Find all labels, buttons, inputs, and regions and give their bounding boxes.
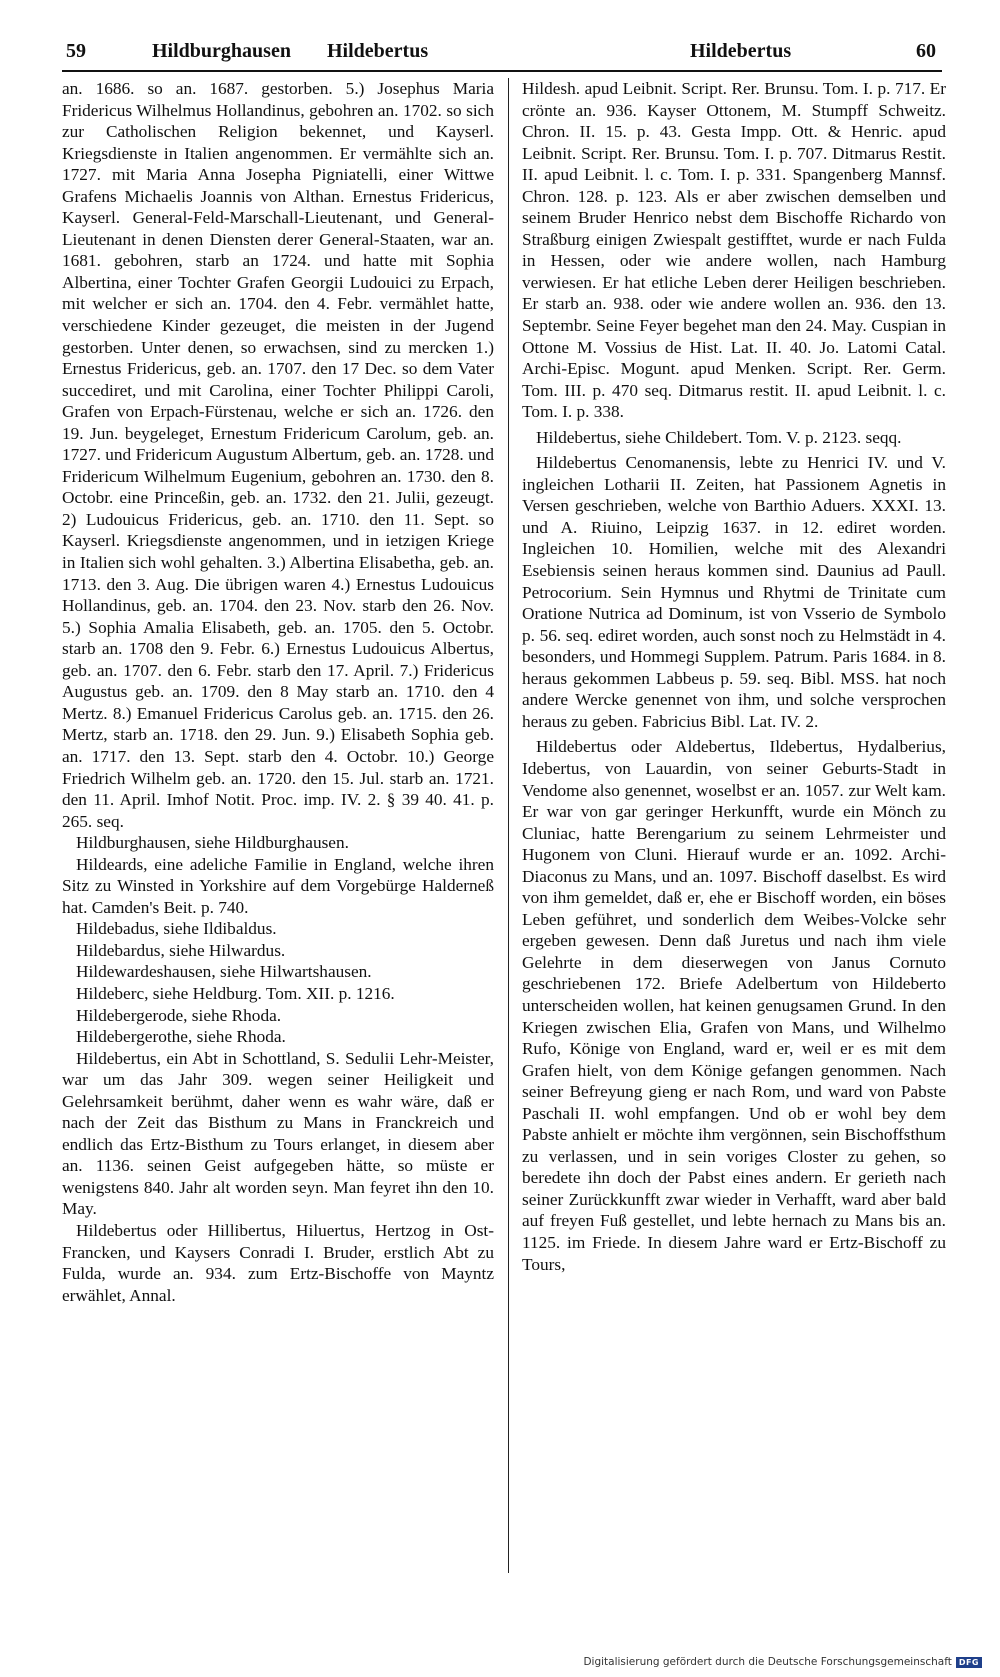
- page-header: [62, 34, 942, 72]
- left-running-head-1: Hildburghausen: [152, 40, 291, 62]
- text-paragraph: Hildesh. apud Leibnit. Script. Rer. Brunsu. Tom. I. p. 717. Er crönte an. 936. Kayser Ottonem, M. Stumpff Schweitz. Chron. II. 15. p. 43. Gesta Impp. Ott. & Henric. apud Leibnit. Script. Rer. Brunsu. Tom. I. p. 707. Ditmarus Restit. II. apud Leibnit. l. c. Tom. I. p. 331. Spangenberg Mannsf. Chron. 128. p. 123. Als er aber zwischen demselben und seinem Bruder Henrico nebst dem Bischoffe Richardo von Straßburg einigen Zwiespalt gestifftet, wurde er nach Fulda in Hessen, oder wie andere wollen, nach Hamburg verwiesen. Er hat etliche Leben derer Heiligen beschrieben. Er starb an. 938. oder wie andere wollen an. 936. den 13. Septembr. Seine Feyer begehet man den 24. May. Cuspian in Ottone M. Vossius de Hist. Lat. II. 40. Jo. Latomi Catal. Archi-Episc. Mogunt. apud Menken. Script. Rer. Germ. Tom. III. p. 470 seq. Ditmarus restit. II. apud Leibnit. l. c. Tom. I. p. 338.: [522, 79, 946, 422]
- digitization-footer: [583, 1656, 982, 1668]
- dictionary-entry: Hildebergerothe, siehe Rhoda.: [76, 1027, 286, 1047]
- right-running-head: Hildebertus: [690, 40, 792, 62]
- left-column: [62, 78, 494, 1573]
- text-paragraph: an. 1686. so an. 1687. gestorben. 5.) Josephus Maria Fridericus Wilhelmus Hollandinus, gebohren an. 1702. so sich zur Catholischen Religion bekennet, und Kayserl. Kriegsdienste in Italien angenommen. Er vermählte sich an. 1727. mit Maria Anna Josepha Pigniatelli, einer Wittwe Grafens Michaelis Joannis von Althan. Ernestus Fridericus, Kayserl. General-Feld-Marschall-Lieutenant, und General-Lieutenant in denen Diensten derer General-Staaten, war an. 1681. gebohren, starb an 1724. und hatte mit Sophia Albertina, einer Tochter Grafen Georgii Ludouici zu Erpach, mit welcher er sich an. 1704. den 4. Febr. vermählet hatte, verschiedene Kinder gezeuget, die meisten in der Jugend gestorben. Unter denen, so erwachsen, sind zu mercken 1.) Ernestus Fridericus, geb. an. 1707. den 17 Dec. so dem Vater succediret, und mit Carolina, einer Tochter Philippi Caroli, Grafen von Erpach-Fürstenau, welche er sich an. 1726. den 19. Jun. beygeleget, Ernestum Fridericum Carolum, geb. an. 1727. und Fridericum Augustum Albertum, geb. an. 1728. und Fridericum Wilhelmum Eugenium, gebohren an. 1730. den 8. Octobr. eine Princeßin, geb. an. 1732. den 21. Julii, gezeugt. 2) Ludouicus Fridericus, geb. an. 1710. den 11. Sept. so Kayserl. Kriegsdienste angenommen, und in ietzigen Kriege in Italien sich wohl gehalten. 3.) Albertina Elisabetha, geb. an. 1713. den 3. Aug. Die übrigen waren 4.) Ernestus Ludouicus Hollandinus, geb. an. 1704. den 23. Nov. starb den 26. Nov. 5.) Sophia Amalia Elisabeth, geb. an. 1705. den 5. Octobr. starb an. 1708 den 9. Febr. 6.) Ernestus Ludouicus Albertus, geb. an. 1707. den 6. Febr. starb den 17. April. 7.) Fridericus Augustus geb. an. 1709. den 8 May starb an. 1710. den 4 Mertz. 8.) Emanuel Fridericus Carolus geb. an. 1715. den 26. Mertz, starb an. 1718. den 29. Jun. 9.) Elisabeth Sophia geb. an. 1717. den 13. Sept. starb den 4. Octobr. 10.) George Friedrich Wilhelm geb. an. 1720. den 15. Jul. starb an. 1721. den 11. April. Imhof Notit. Proc. imp. IV. 2. § 39 40. 41. p. 265. seq.: [62, 79, 494, 831]
- column-divider: [508, 78, 509, 1573]
- dictionary-entry: Hildewardeshausen, siehe Hilwartshausen.: [76, 962, 372, 982]
- dictionary-entry: Hildburghausen, siehe Hildburghausen.: [76, 833, 349, 853]
- dictionary-entry: Hildebertus, siehe Childebert. Tom. V. p. 2123. seqq.: [536, 427, 902, 447]
- dictionary-entry: Hildebergerode, siehe Rhoda.: [76, 1005, 282, 1025]
- footer-credit-text: Digitalisierung gefördert durch die Deutsche Forschungsgemeinschaft: [583, 1656, 952, 1668]
- dictionary-entry: Hildebertus oder Hillibertus, Hiluertus, Hertzog in Ost-Francken, und Kaysers Conradi I. Bruder, erstlich Abt zu Fulda, wurde an. 934. zum Ertz-Bischoffe von Mayntz erwählet, Annal.: [62, 1220, 494, 1305]
- left-running-head-2: Hildebertus: [327, 40, 429, 62]
- dictionary-entry: Hildebadus, siehe Ildibaldus.: [76, 919, 277, 939]
- dictionary-entry: Hildebertus oder Aldebertus, Ildebertus, Hydalberius, Idebertus, von Lauardin, von seiner Geburts-Stadt in Vendome also genennet, woselbst er an. 1057. zur Welt kam. Er war von gar geringer Herkunfft, wurde ein Mönch zu Cluniac, hatte Berengarium zu seinem Lehrmeister und Hugonem von Cluni. Hierauf wurde er an. 1092. Archi-Diaconus zu Mans, und an. 1097. Bischoff daselbst. Es wird von ihm gemeldet, daß er, ehe er Bischoff worden, ein böses Leben geführet, und sonderlich dem Weibes-Volcke sehr ergeben gewesen. Denn daß Juretus und nach ihm viele Gelehrte in dem dieserwegen von Janus Cornuto geschriebenen 172. Briefe Adelbertum von Hildeberto unterscheiden wollen, hat keinen genugsamen Grund. In den Kriegen zwischen Elia, Grafen von Mans, und Wilhelmo Rufo, Könige von England, ward er, weil er es mit dem Grafen hielt, von dem Könige gefangen genommen. Nach seiner Befreyung gieng er nach Rom, und ward von Pabste Paschali II. wohl empfangen. Und ob er wohl bey dem Pabste anhielt er möchte ihm vergönnen, sein Bischoffsthum zu verlassen, und in sein voriges Closter zu gehen, so beredete ihn doch der Pabst eines andern. Er gerieth nach seiner Zurückkunfft zwar wieder in Verhafft, ward aber bald auf freyen Fuß gestellet, und lebte hernach zu Mans bis an. 1125. im Friede. In diesem Jahre ward er Ertz-Bischoff zu Tours,: [522, 737, 946, 1274]
- dictionary-entry: Hildebardus, siehe Hilwardus.: [76, 940, 286, 960]
- dictionary-entry: Hildebertus, ein Abt in Schottland, S. Sedulii Lehr-Meister, war um das Jahr 309. wegen seiner Heiligkeit und Gelehrsamkeit berühmt, daher wenn es wahr wäre, daß er nach der Zeit das Bisthum zu Mans in Franckreich und endlich das Ertz-Bisthum zu Tours erlanget, in diesem aber an. 1136. seinen Geist aufgegeben hätte, so müste er wenigstens 840. Jahr alt worden seyn. Man feyret ihn den 10. May.: [62, 1048, 494, 1219]
- right-column: [522, 78, 946, 1573]
- dictionary-entry: Hildeards, eine adeliche Familie in England, welche ihren Sitz zu Winsted in Yorkshire auf dem Vorgebürge Halderneß hat. Camden's Beit. p. 740.: [62, 854, 494, 917]
- dictionary-entry: Hildebertus Cenomanensis, lebte zu Henrici IV. und V. ingleichen Lotharii II. Zeiten, hat Passionem Agnetis in Versen geschrieben, welche von Barthio Aduers. XXXI. 13. und A. Riuino, Leipzig 1637. in 12. ediret worden. Ingleichen 10. Homilien, welche mit des Alexandri Esebiensis seinen heraus kommen sind. Daunius ad Paull. Petrocorium. Sein Hymnus und Rhytmi de Trinitate cum Oratione Nutrica ad Dominum, ist von Vsserio de Symbolo p. 56. seq. ediret worden, auch sonst noch zu Helmstädt in 4. besonders, und Hommegi Supplem. Patrum. Paris 1684. in 8. heraus gekommen Labbeus p. 59. seq. Bibl. MSS. hat noch andere Wercke genennet von ihm, und solche versprochen heraus zu geben. Fabricius Bibl. Lat. IV. 2.: [522, 453, 946, 731]
- left-page-number: 59: [66, 40, 86, 62]
- dictionary-entry: Hildeberc, siehe Heldburg. Tom. XII. p. 1216.: [76, 983, 395, 1003]
- dfg-logo: DFG: [956, 1657, 982, 1668]
- right-page-number: 60: [916, 40, 936, 62]
